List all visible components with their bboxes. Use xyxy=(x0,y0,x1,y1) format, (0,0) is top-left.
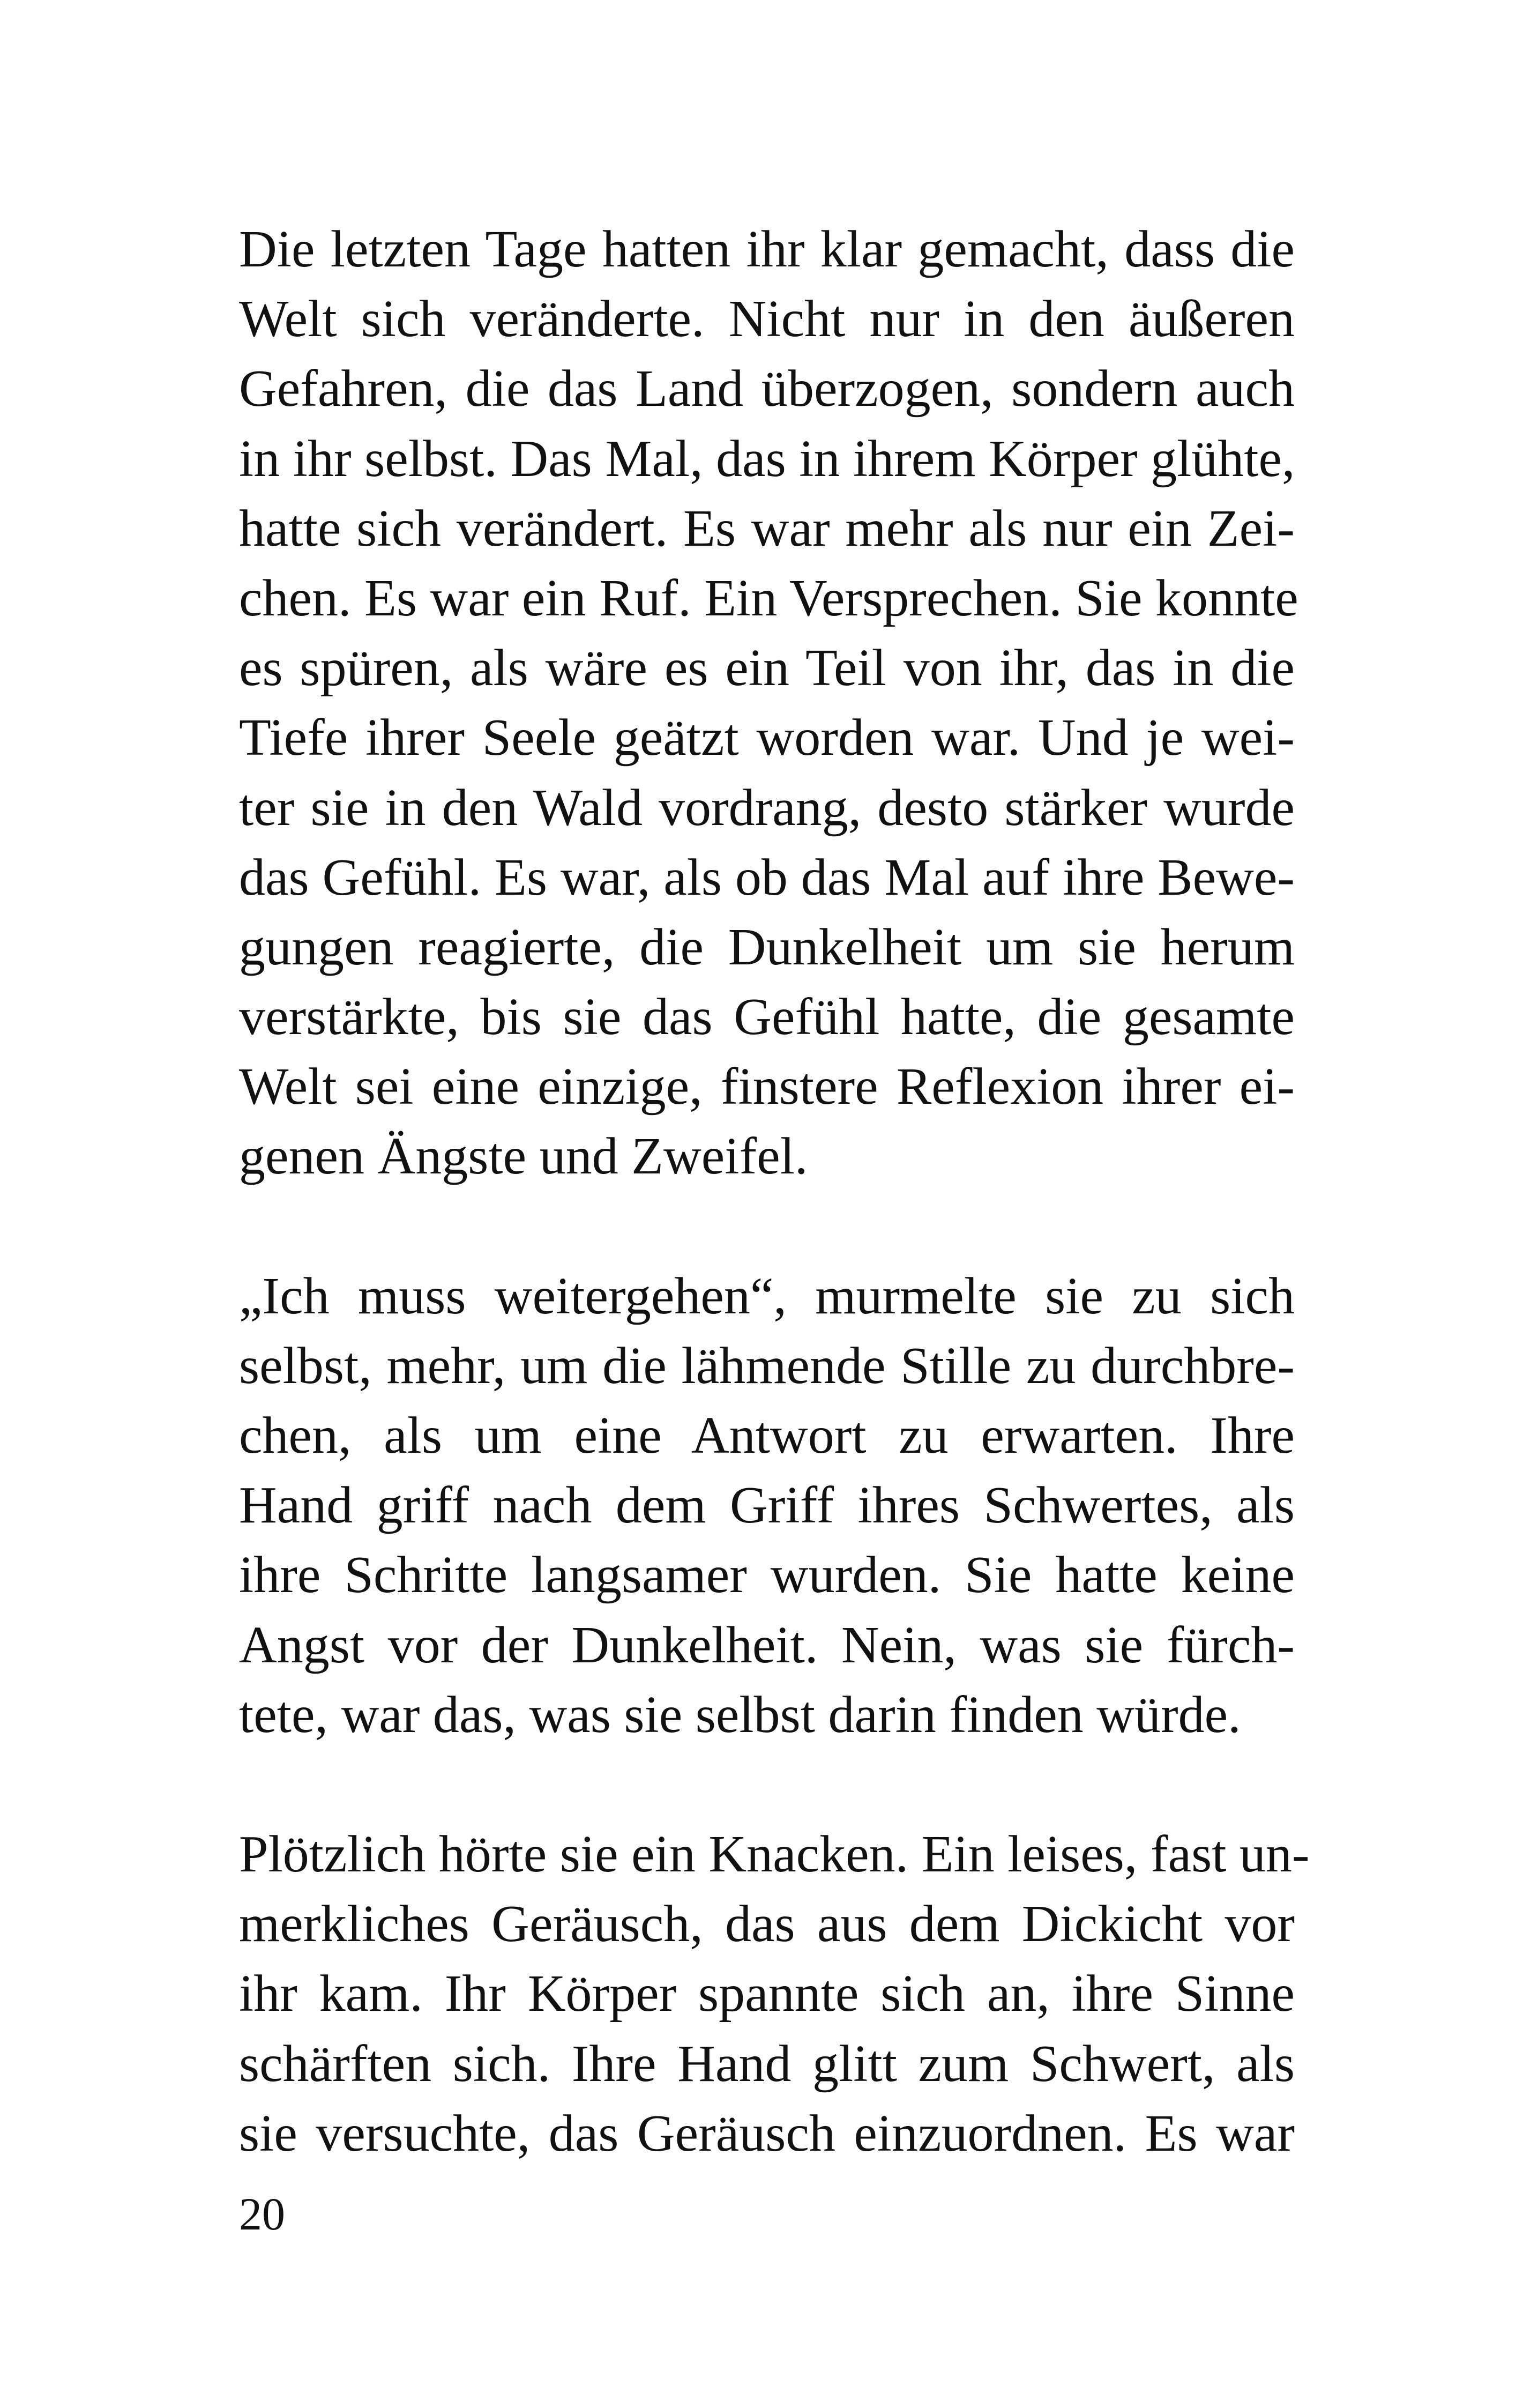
text-line: ter sie in den Wald vordrang, desto stärker wurde xyxy=(239,778,1295,837)
text-line: Plötzlich hörte sie ein Knacken. Ein leises, fast un- xyxy=(239,1825,1310,1883)
text-line: merkliches Geräusch, das aus dem Dickicht vor xyxy=(239,1895,1295,1953)
text-line: schärften sich. Ihre Hand glitt zum Schwert, als xyxy=(239,2034,1295,2093)
text-line: Angst vor der Dunkelheit. Nein, was sie fürch- xyxy=(239,1616,1295,1674)
paragraph-2 xyxy=(239,1261,1295,1750)
text-line: in ihr selbst. Das Mal, das in ihrem Körper glühte, xyxy=(239,429,1295,488)
text-line: „Ich muss weitergehen“, murmelte sie zu sich xyxy=(239,1267,1295,1325)
text-line: es spüren, als wäre es ein Teil von ihr, das in die xyxy=(239,639,1295,697)
text-line: Welt sich veränderte. Nicht nur in den äußeren xyxy=(239,290,1295,348)
text-line: das Gefühl. Es war, als ob das Mal auf ihre Bewe- xyxy=(239,848,1295,906)
text-line: ihr kam. Ihr Körper spannte sich an, ihre Sinne xyxy=(239,1965,1295,2023)
paragraph-3 xyxy=(239,1819,1310,2168)
page-number: 20 xyxy=(239,2188,285,2240)
text-line: Tiefe ihrer Seele geätzt worden war. Und je wei- xyxy=(239,709,1295,767)
text-line: ihre Schritte langsamer wurden. Sie hatte keine xyxy=(239,1546,1295,1604)
text-line: sie versuchte, das Geräusch einzuordnen. Es war xyxy=(239,2104,1295,2162)
paragraph-1 xyxy=(239,214,1298,1192)
text-line: chen, als um eine Antwort zu erwarten. Ihre xyxy=(239,1407,1295,1465)
text-line: Gefahren, die das Land überzogen, sondern auch xyxy=(239,360,1295,418)
text-line: hatte sich verändert. Es war mehr als nur ein Zei- xyxy=(239,499,1295,558)
text-line: Welt sei eine einzige, finstere Reflexion ihrer ei- xyxy=(239,1058,1295,1116)
text-line: Hand griff nach dem Griff ihres Schwertes, als xyxy=(239,1476,1295,1535)
text-line: selbst, mehr, um die lähmende Stille zu durchbre- xyxy=(239,1336,1295,1395)
text-line: tete, war das, was sie selbst darin finden würde. xyxy=(239,1685,1241,1744)
text-line: chen. Es war ein Ruf. Ein Versprechen. Sie konnte xyxy=(239,569,1298,627)
text-line: verstärkte, bis sie das Gefühl hatte, die gesamte xyxy=(239,988,1295,1046)
text-line: Die letzten Tage hatten ihr klar gemacht, dass die xyxy=(239,220,1295,278)
body-text xyxy=(239,214,1310,2238)
text-line: gungen reagierte, die Dunkelheit um sie herum xyxy=(239,918,1295,976)
text-line: genen Ängste und Zweifel. xyxy=(239,1127,808,1186)
